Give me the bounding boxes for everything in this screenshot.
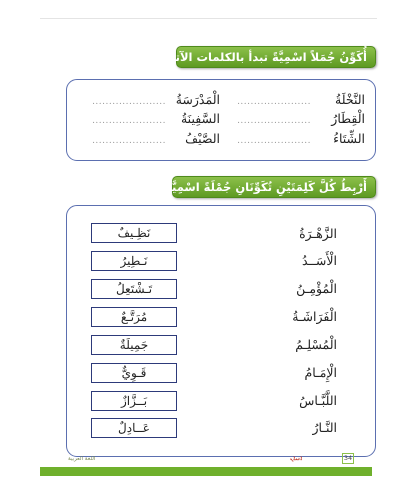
ex1-word: السَّفِينَةُ xyxy=(180,111,220,126)
ex1-item xyxy=(75,90,220,110)
publisher-logo: ܐܢܝܐܢ xyxy=(290,455,303,462)
match-word-left[interactable]: نَظِـيفٌ xyxy=(91,223,177,243)
match-word-left[interactable]: نَـطِيرُ xyxy=(91,251,177,271)
answer-dots[interactable]: ...................... xyxy=(92,97,167,107)
match-word-right: الزَّهْـرَةُ xyxy=(299,226,337,241)
ex1-word: الْمَدْرَسَةُ xyxy=(175,92,220,107)
ex1-item xyxy=(220,90,365,110)
ex1-word: الْقِطَارُ xyxy=(331,111,365,126)
answer-dots[interactable]: ...................... xyxy=(92,136,167,146)
match-word-left[interactable]: قَـوِيٌّ xyxy=(91,363,177,383)
top-rule xyxy=(40,18,377,19)
ex1-word: الشِّتَاءُ xyxy=(333,131,365,146)
match-word-left[interactable]: جَمِيلَةٌ xyxy=(91,335,177,355)
match-word-right: الْإِمَـامُ xyxy=(304,365,337,380)
exercise-1-title: أُكَوِّنُ جُمَلاً اسْمِيَّةً تبدأ بالكلمات الآتية xyxy=(176,46,376,68)
ex1-word: النَّخْلَةُ xyxy=(335,92,365,107)
match-word-right: الْمُسْلِـمُ xyxy=(295,337,337,352)
exercise-2-box xyxy=(66,205,376,457)
match-word-left[interactable]: بَــزَّازٌ xyxy=(91,391,177,411)
answer-dots[interactable]: ...................... xyxy=(237,97,312,107)
match-word-right: اللَّبَّـاسُ xyxy=(299,393,337,408)
match-word-left[interactable]: مُرَتَّـعٌ xyxy=(91,307,177,327)
footer-subject: اللغة العربية xyxy=(68,456,96,462)
match-word-right: الْأَسَــدُ xyxy=(302,253,337,268)
answer-dots[interactable]: ...................... xyxy=(237,116,312,126)
exercise-2-title: أَرْبِطُ كُلَّ كَلِمَتَيْنِ تُكَوِّنَانِ جُمْلَةً اسْمِيَّةً مُفِيدَةً xyxy=(172,176,376,198)
answer-dots[interactable]: ...................... xyxy=(92,116,167,126)
footer-bar xyxy=(40,467,372,476)
exercise-1-box xyxy=(66,79,376,161)
ex1-item xyxy=(220,129,365,149)
ex1-item xyxy=(75,109,220,129)
ex1-item xyxy=(220,109,365,129)
ex1-item xyxy=(75,129,220,149)
match-word-right: الْمُؤْمِـنُ xyxy=(296,281,337,296)
ex1-word: الصَّيْفُ xyxy=(185,131,220,146)
match-word-right: الْفَرَاشَـةُ xyxy=(292,309,337,324)
match-word-left[interactable]: عَــادِلٌ xyxy=(91,418,177,438)
match-word-right: النَّـارُ xyxy=(312,420,337,435)
answer-dots[interactable]: ...................... xyxy=(237,136,312,146)
page-number: 34 xyxy=(343,454,353,462)
match-word-left[interactable]: تَـشْتَعِلُ xyxy=(91,279,177,299)
